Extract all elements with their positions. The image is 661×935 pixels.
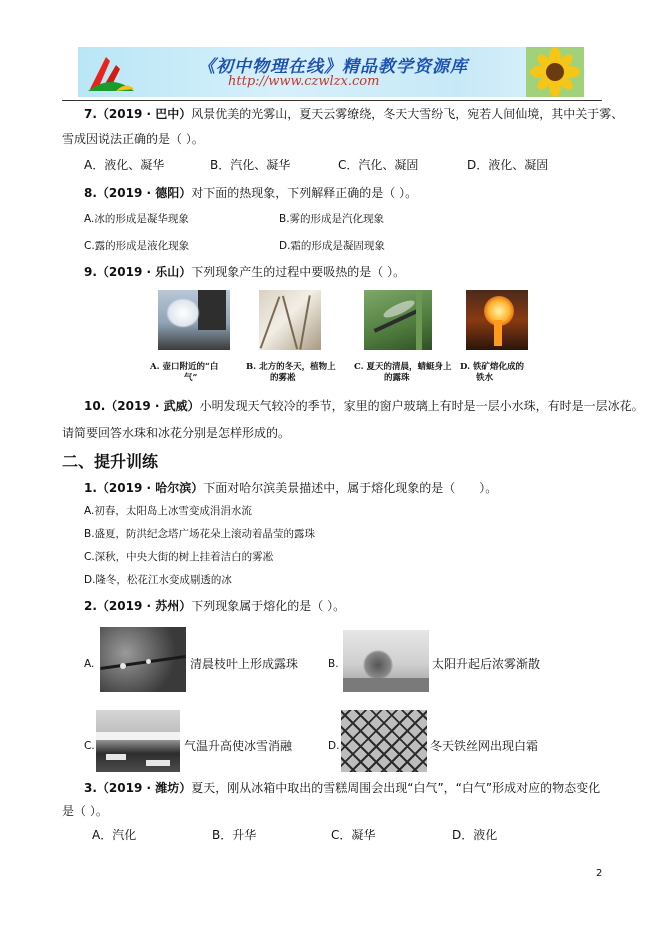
s1-stem-text: 下面对哈尔滨美景描述中，属于熔化现象的是（ ）。: [203, 481, 498, 495]
q9-caption-b-line1: B. 北方的冬天，植物上: [246, 362, 336, 372]
q7-option-a: A．液化、凝华: [84, 158, 165, 172]
header-banner: [78, 47, 584, 97]
q9-caption-a-line2: 气”: [184, 373, 198, 383]
header-url[interactable]: http://www.czwlzx.com: [228, 74, 380, 89]
q8-source: （2019 · 德阳）: [96, 186, 192, 200]
s1-option-a: A.初春，太阳岛上冰雪变成涓涓水流: [84, 505, 252, 517]
s2-option-a-text: 清晨枝叶上形成露珠: [190, 657, 299, 671]
q7-option-c: C．汽化、凝固: [338, 158, 419, 172]
q10-number: 10.: [84, 399, 106, 413]
s1-option-d: D.隆冬，松花江水变成剔透的冰: [84, 574, 232, 586]
s2-stem-text: 下列现象属于熔化的是（ ）。: [191, 599, 346, 613]
s3-option-c: C．凝华: [331, 828, 376, 842]
s2-option-b-letter: B.: [328, 658, 339, 670]
q9-caption-b: [246, 362, 336, 384]
q7-option-d: D．液化、凝固: [467, 158, 549, 172]
q7-stem-1: 风景优美的光雾山，夏天云雾缭绕，冬天大雪纷飞，宛若人间仙境，其中关于雾、: [191, 107, 624, 121]
s1-option-b: B.盛夏，防洪纪念塔广场花朵上滚动着晶莹的露珠: [84, 528, 316, 540]
dew-branch-photo: [100, 627, 186, 692]
q7-line1: [84, 106, 623, 122]
q10-line1: [84, 398, 644, 414]
melting-snow-photo: [96, 710, 180, 772]
kettle-steam-photo: [158, 290, 230, 350]
s3-source: （2019 · 潍坊）: [96, 781, 192, 795]
s2-option-d-letter: D.: [328, 740, 340, 752]
q9-caption-c: [354, 362, 452, 384]
q9-caption-c-line1: C. 夏天的清晨，蜻蜓身上: [354, 362, 452, 372]
q8-option-d: D.霜的形成是凝固现象: [279, 240, 385, 252]
fog-photo: [343, 630, 429, 692]
s3-option-b: B．升华: [212, 828, 257, 842]
s2-number: 2.: [84, 599, 97, 613]
header-divider: [62, 100, 602, 101]
q8-number: 8.: [84, 186, 97, 200]
s2-stem: [84, 598, 345, 614]
q9-caption-d: [460, 362, 524, 384]
q9-caption-a-line1: A. 壶口附近的“白: [150, 362, 219, 372]
s1-source: （2019 · 哈尔滨）: [96, 481, 204, 495]
q8-option-b: B.雾的形成是汽化现象: [279, 213, 385, 225]
s3-number: 3.: [84, 781, 97, 795]
site-logo-icon: [86, 51, 136, 93]
s3-option-d: D．液化: [452, 828, 498, 842]
q7-line2: 雪成因说法正确的是（ ）。: [62, 132, 204, 146]
sunflower-icon: [526, 47, 584, 97]
s1-stem: [84, 480, 497, 496]
s3-stem-1: 夏天，刚从冰箱中取出的雪糕周围会出现“白气”，“白气”形成对应的物态变化: [191, 781, 601, 795]
dragonfly-dew-photo: [364, 290, 432, 350]
s3-line1: [84, 780, 600, 796]
q8-stem-text: 对下面的热现象，下列解释正确的是（ ）。: [191, 186, 418, 200]
q7-source: （2019 · 巴中）: [96, 107, 192, 121]
q9-stem-text: 下列现象产生的过程中要吸热的是（ ）。: [191, 265, 406, 279]
s2-option-d-text: 冬天铁丝网出现白霜: [430, 739, 539, 753]
q9-stem: [84, 264, 405, 280]
q7-option-b: B．汽化、凝华: [210, 158, 291, 172]
q9-caption-b-line2: 的雾凇: [270, 373, 296, 383]
molten-iron-photo: [466, 290, 528, 350]
s2-source: （2019 · 苏州）: [96, 599, 192, 613]
s2-option-c-letter: C.: [84, 740, 95, 752]
s1-option-c: C.深秋，中央大街的树上挂着洁白的雾凇: [84, 551, 274, 563]
q9-caption-d-line2: 铁水: [476, 373, 494, 383]
s3-option-a: A．汽化: [92, 828, 137, 842]
section-title: 二、提升训练: [62, 452, 159, 471]
rime-plant-photo: [259, 290, 321, 350]
page-number: 2: [596, 868, 603, 879]
q9-caption-c-line2: 的露珠: [384, 373, 410, 383]
q10-source: （2019 · 武威）: [105, 399, 200, 413]
q9-caption-a: [150, 362, 218, 384]
q10-stem-1: 小明发现天气较冷的季节，家里的窗户玻璃上有时是一层小水珠，有时是一层冰花。: [199, 399, 644, 413]
q10-line2: 请简要回答水珠和冰花分别是怎样形成的。: [62, 426, 291, 440]
s1-number: 1.: [84, 481, 97, 495]
q7-number: 7.: [84, 107, 97, 121]
s2-option-a-letter: A.: [84, 658, 95, 670]
q9-number: 9.: [84, 265, 97, 279]
s2-option-b-text: 太阳升起后浓雾渐散: [432, 657, 541, 671]
q8-option-c: C.露的形成是液化现象: [84, 240, 190, 252]
s3-line2: 是（ ）。: [62, 804, 108, 818]
header-title: 《初中物理在线》精品教学资源库: [198, 57, 468, 77]
q9-source: （2019 · 乐山）: [96, 265, 192, 279]
q9-caption-d-line1: D. 铁矿熔化成的: [460, 362, 524, 372]
q8-option-a: A.冰的形成是凝华现象: [84, 213, 189, 225]
s2-option-c-text: 气温升高使冰雪消融: [184, 739, 293, 753]
frost-wire-photo: [341, 710, 427, 772]
q8-stem: [84, 185, 417, 201]
